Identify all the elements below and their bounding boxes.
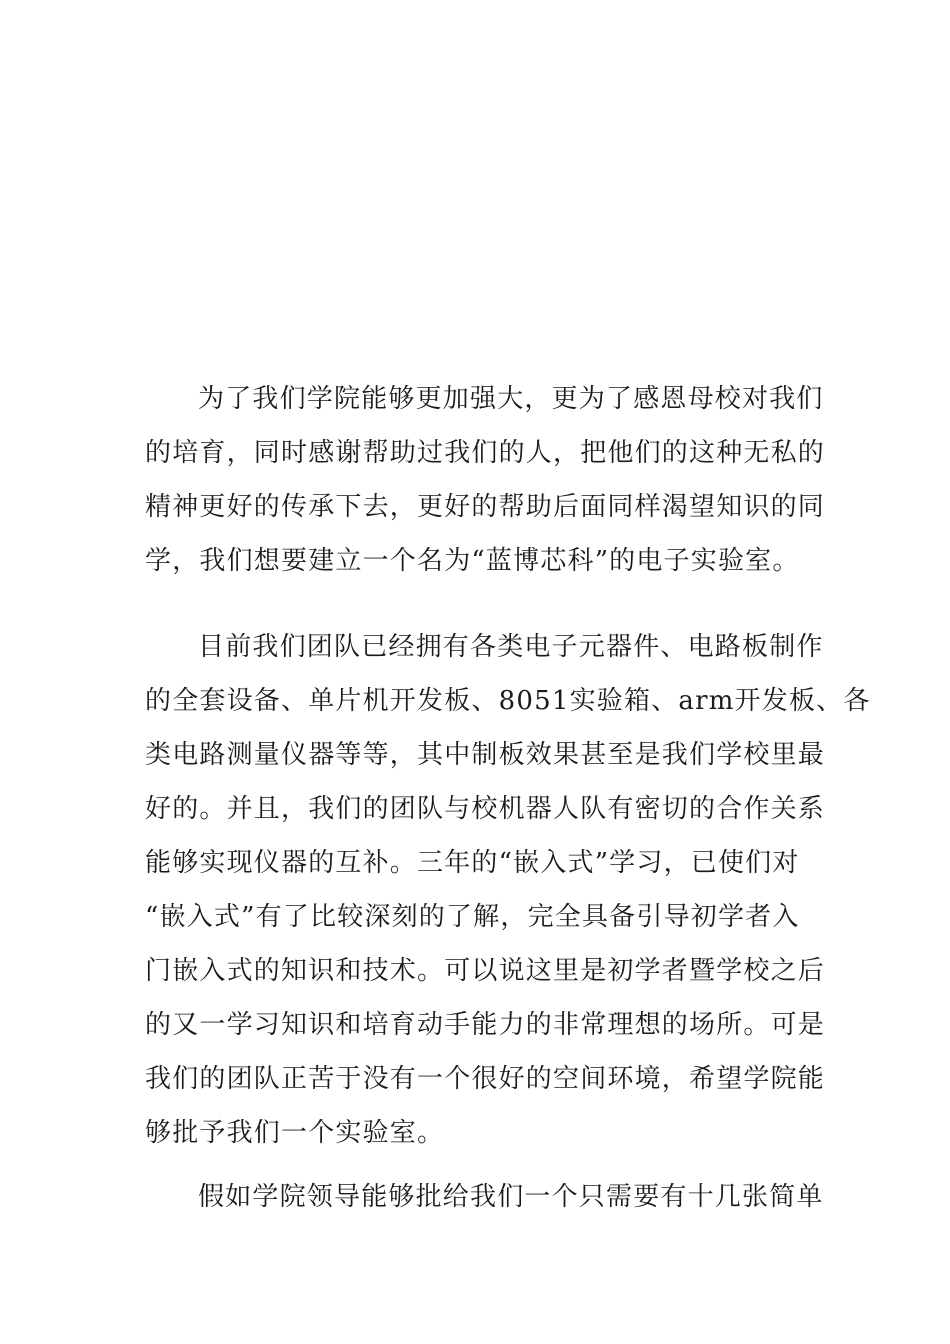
text-line: 能够实现仪器的互补。三年的“嵌入式”学习，已使们对	[145, 848, 800, 878]
text-line: 好的。并且，我们的团队与校机器人队有密切的合作关系	[145, 794, 826, 824]
paragraph-request	[145, 1170, 824, 1224]
text-line: 为了我们学院能够更加强大，更为了感恩母校对我们	[198, 384, 824, 414]
paragraph-team-resources	[145, 620, 871, 1160]
text-line: 的全套设备、单片机开发板、8051实验箱、arm开发板、各	[145, 686, 871, 716]
text-line: 假如学院领导能够批给我们一个只需要有十几张简单	[198, 1182, 824, 1212]
text-line: 目前我们团队已经拥有各类电子元器件、电路板制作	[198, 632, 824, 662]
text-line: 类电路测量仪器等等，其中制板效果甚至是我们学校里最	[145, 740, 826, 770]
text-line: 的又一学习知识和培育动手能力的非常理想的场所。可是	[145, 1010, 826, 1040]
text-line: 的培育，同时感谢帮助过我们的人，把他们的这种无私的	[145, 438, 826, 468]
text-line: 门嵌入式的知识和技术。可以说这里是初学者暨学校之后	[145, 956, 826, 986]
text-line: “嵌入式”有了比较深刻的了解，完全具备引导初学者入	[145, 902, 800, 932]
text-line: 精神更好的传承下去，更好的帮助后面同样渴望知识的同	[145, 492, 826, 522]
text-line: 我们的团队正苦于没有一个很好的空间环境，希望学院能	[145, 1064, 826, 1094]
paragraph-lab-purpose	[145, 372, 826, 588]
text-line: 学，我们想要建立一个名为“蓝博芯科”的电子实验室。	[145, 546, 800, 576]
text-line: 够批予我们一个实验室。	[145, 1118, 445, 1148]
